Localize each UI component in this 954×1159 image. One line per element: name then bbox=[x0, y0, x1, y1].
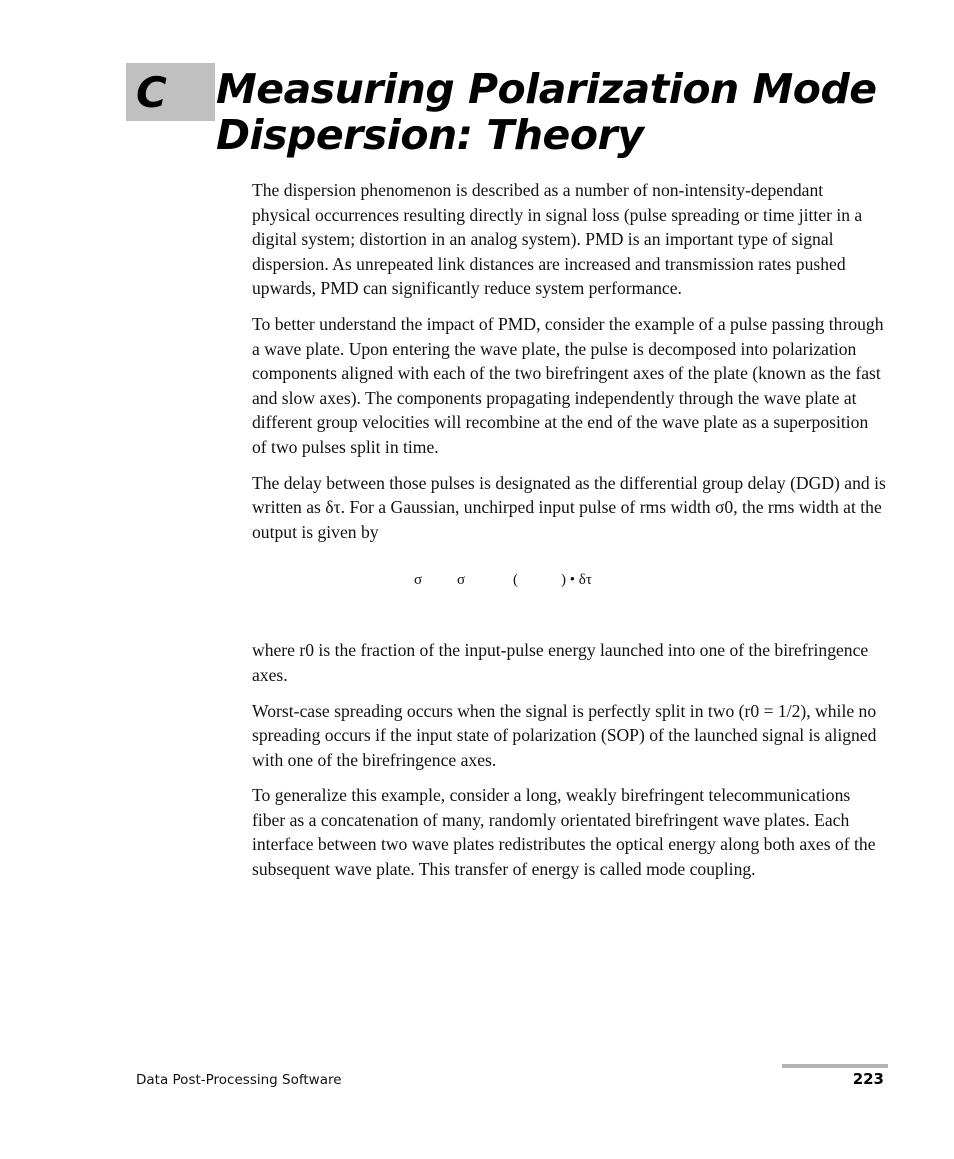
footer-divider bbox=[782, 1064, 888, 1068]
paragraph-worst-case: Worst-case spreading occurs when the signal is perfectly split in two (r0 = 1/2), while no spreading occurs if the input state of polarization (SOP) of the launched signal is aligned with one of the birefringence axes. bbox=[252, 700, 877, 770]
body-text bbox=[252, 178, 886, 893]
paragraph-mode-coupling: To generalize this example, consider a long, weakly birefringent telecommunications fiber as a concatenation of many, randomly orientated birefringent wave plates. Each interface between two wave plates redistributes the optical energy along both axes of the subsequent wave plate. This transfer of energy is called mode coupling. bbox=[252, 785, 876, 880]
chapter-letter-box bbox=[126, 63, 215, 121]
paragraph-dgd-definition: The delay between those pulses is designated as the differential group delay (DGD) and is written as δτ. For a Gaussian, unchirped input pulse of rms width σ0, the rms width at the output is given by bbox=[252, 472, 886, 542]
formula-open-paren: ( bbox=[513, 572, 518, 589]
formula-dgd-term: ) • δτ bbox=[561, 572, 592, 589]
paragraph-r0-definition: where r0 is the fraction of the input-pulse energy launched into one of the birefringence axes. bbox=[252, 640, 869, 685]
chapter-title: Measuring Polarization Mode Dispersion: Theory bbox=[216, 65, 877, 159]
page-number: 223 bbox=[852, 1070, 884, 1088]
formula-sigma-output: σ bbox=[414, 572, 423, 589]
paragraph-wave-plate-example: To better understand the impact of PMD, consider the example of a pulse passing through a wave plate. Upon entering the wave plate, the pulse is decomposed into polarization components aligned with each of the two birefringent axes of the plate (known as the fast and slow axes). The components propagating independently through the wave plate at different group velocities will recombine at the end of the wave plate as a superposition of two pulses split in time. bbox=[252, 313, 884, 457]
paragraph-dispersion-intro: The dispersion phenomenon is described as a number of non-intensity-dependant physical occurrences resulting directly in signal loss (pulse spreading or time jitter in a digital system; distortion in an analog system). PMD is an important type of signal dispersion. As unrepeated link distances are increased and transmission rates pushed upwards, PMD can significantly reduce system performance. bbox=[252, 180, 863, 299]
chapter-letter: C bbox=[136, 68, 167, 117]
formula-sigma-input: σ bbox=[457, 572, 466, 589]
rms-width-formula bbox=[252, 556, 886, 624]
footer-document-title: Data Post-Processing Software bbox=[136, 1072, 342, 1088]
